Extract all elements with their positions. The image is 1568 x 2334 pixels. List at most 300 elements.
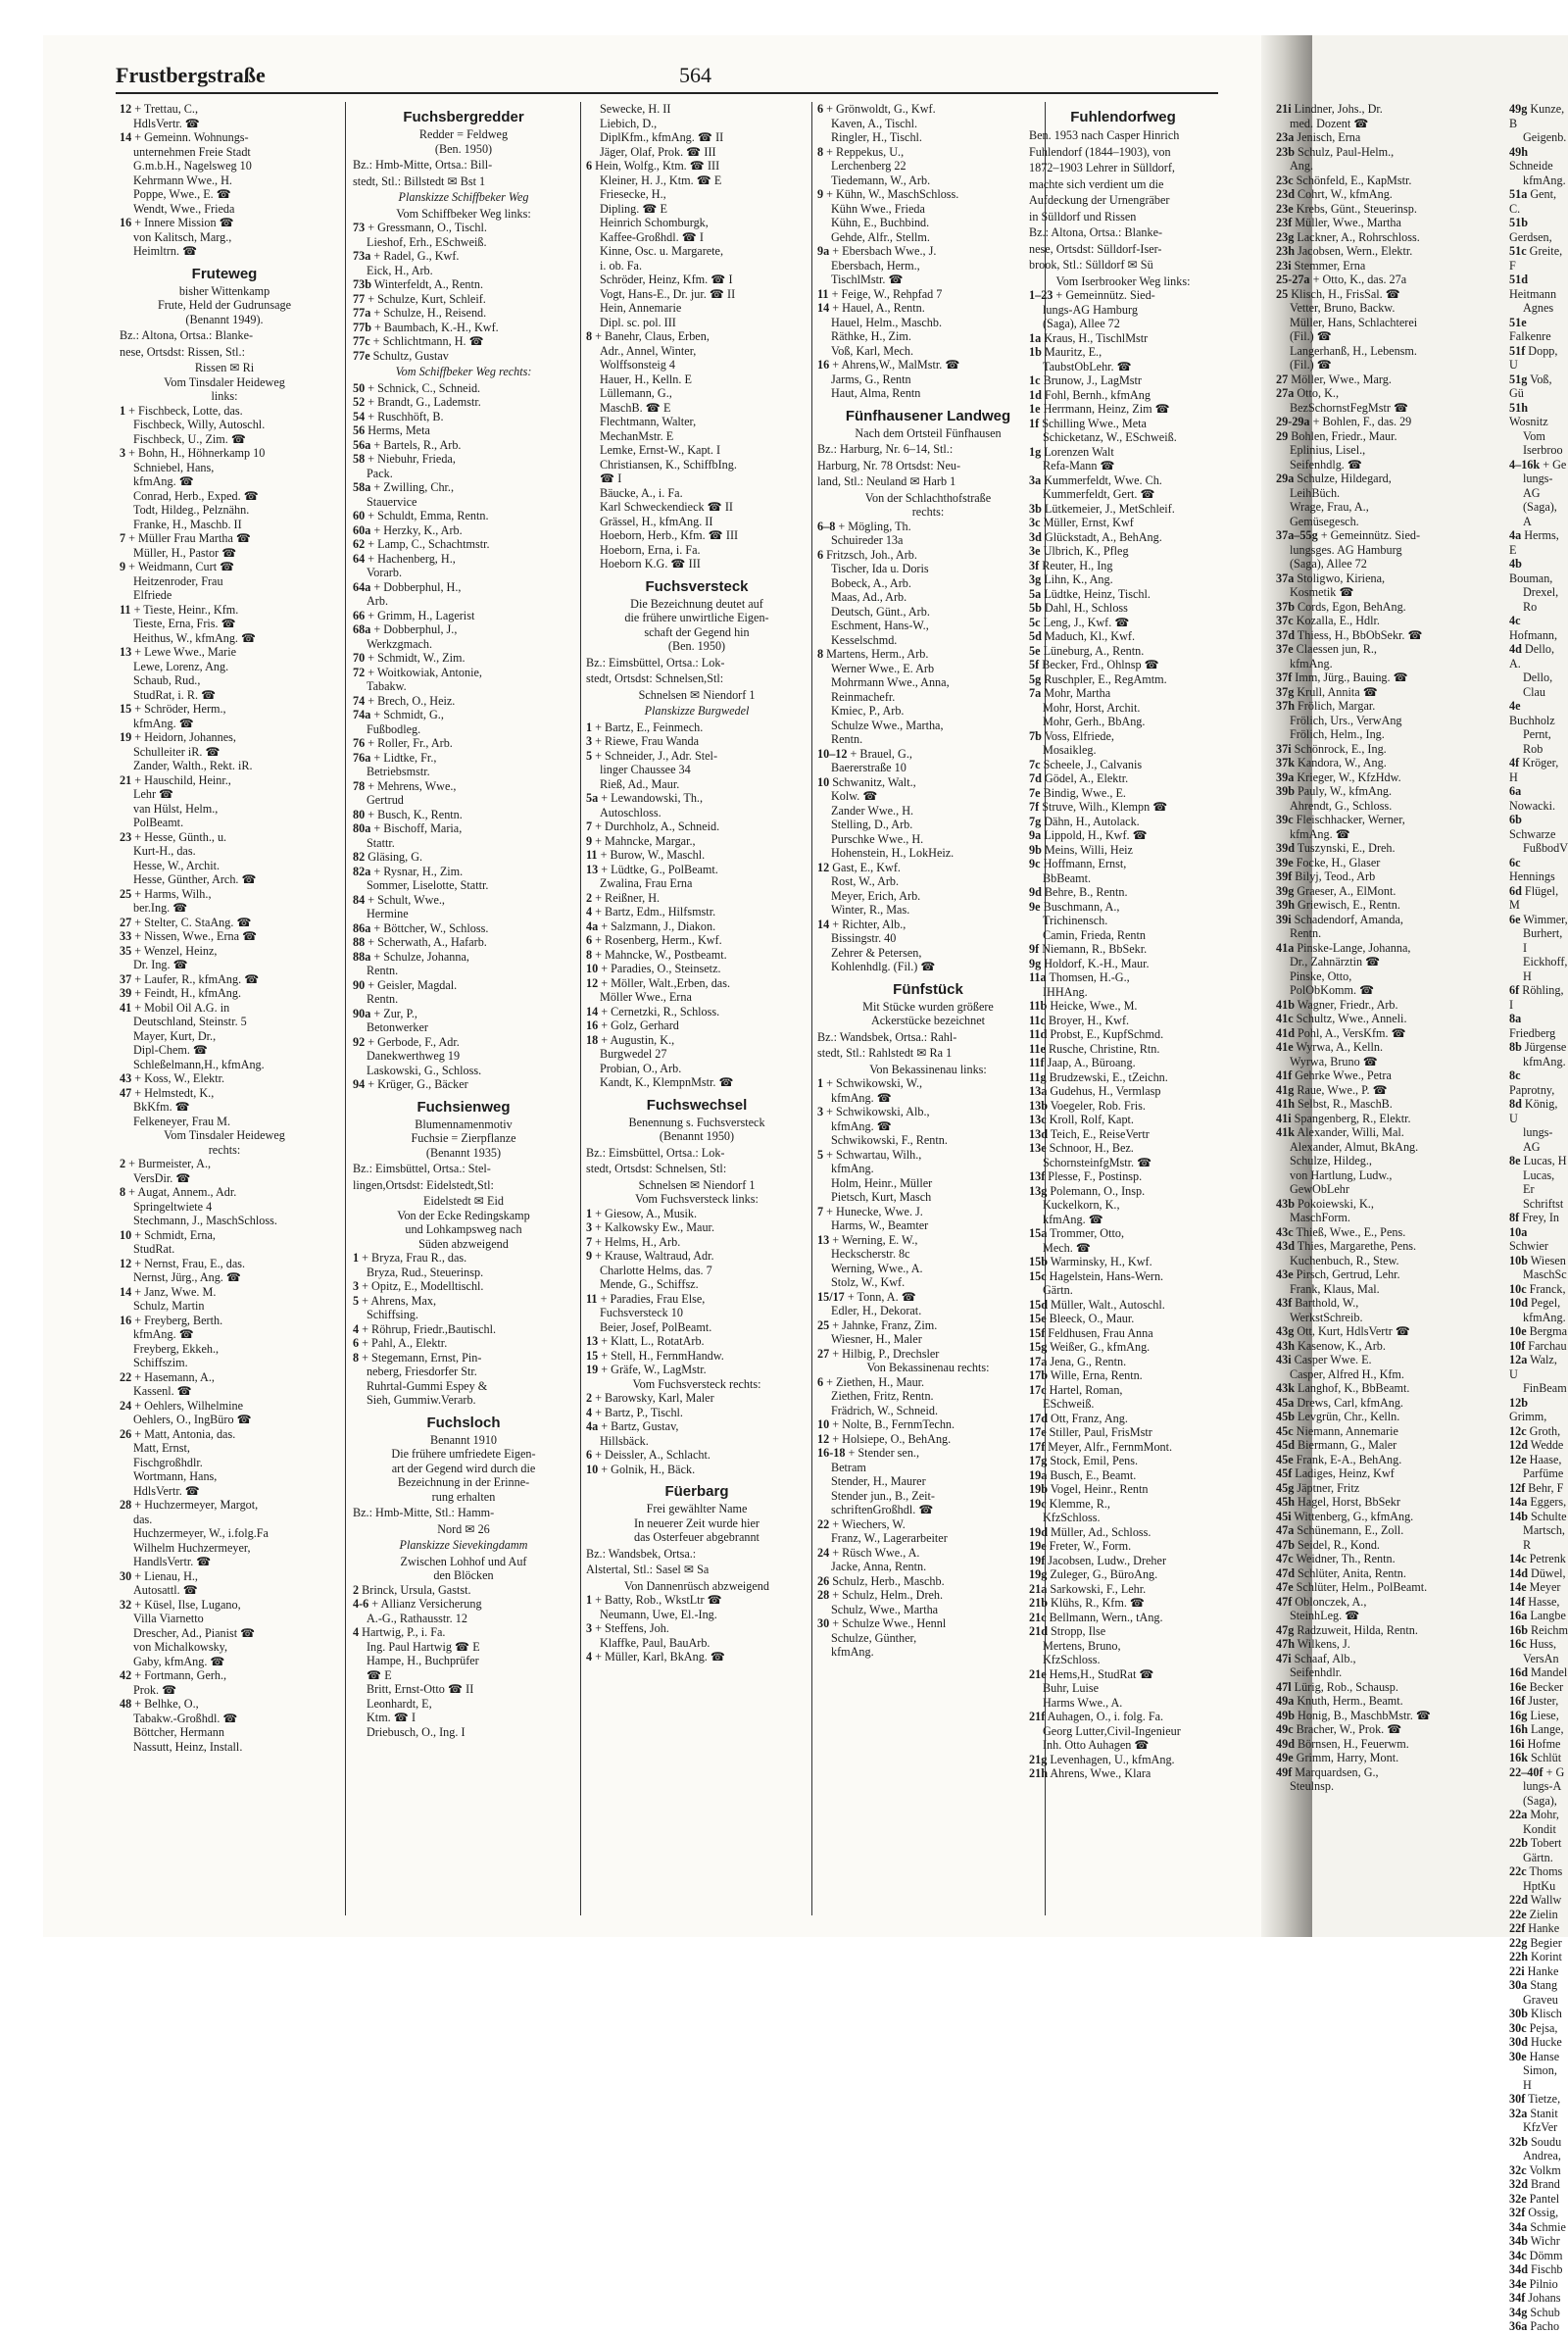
resident-text: + Otto, K., das. 27a xyxy=(1312,273,1407,286)
house-entry xyxy=(1276,941,1507,956)
house-entry xyxy=(1276,415,1507,429)
house-entry xyxy=(1029,1454,1217,1468)
house-entry xyxy=(353,1251,574,1266)
house-number: 60 xyxy=(353,509,366,522)
house-entry xyxy=(1509,1680,1568,1695)
house-entry xyxy=(1509,1836,1568,1851)
house-number: 39g xyxy=(1276,883,1295,898)
house-number: 41c xyxy=(1276,1012,1294,1025)
house-entry xyxy=(1029,417,1217,431)
resident-text: Ott, Kurt, HdlsVertr ☎ xyxy=(1297,1324,1411,1338)
resident-text: + Hauel, A., Rentn. xyxy=(832,301,925,315)
resident-line: linger Chaussee 34 xyxy=(600,763,691,776)
house-entry xyxy=(1509,2277,1568,2292)
resident-line: Zwalina, Frau Erna xyxy=(600,876,693,890)
resident-line: Wyrwa, Bruno ☎ xyxy=(1290,1054,1378,1068)
house-number: 35 xyxy=(120,943,132,958)
house-number: 77 xyxy=(353,291,366,306)
house-entry xyxy=(1029,1269,1217,1284)
resident-line: Heckscherstr. 8c xyxy=(831,1247,910,1261)
house-number: 77e xyxy=(353,348,370,363)
resident-text: + Rosenberg, Herm., Kwf. xyxy=(595,933,722,947)
house-entry xyxy=(1509,2220,1568,2235)
house-number: 22–40f xyxy=(1509,1764,1544,1779)
resident-text: Bracher, W., Prok. ☎ xyxy=(1296,1722,1402,1736)
resident-line: Schiffszim. xyxy=(133,1356,188,1369)
street-description: Blumennamenmotiv xyxy=(415,1117,513,1131)
house-number: 1d xyxy=(1029,387,1042,402)
resident-line: Kühn, E., Buchbind. xyxy=(831,216,930,229)
house-entry xyxy=(1509,856,1568,884)
resident-line: TischlMstr. ☎ xyxy=(831,273,904,286)
resident-line: Springeltwiete 4 xyxy=(133,1199,213,1214)
resident-text: Gödel, A., Elektr. xyxy=(1044,771,1129,785)
house-number: 17d xyxy=(1029,1411,1048,1425)
house-number: 32f xyxy=(1509,2206,1526,2219)
resident-line: kfmAng. ☎ xyxy=(1290,826,1350,841)
house-number: 39f xyxy=(1276,869,1293,883)
resident-text: + Brech, O., Heiz. xyxy=(368,693,456,708)
resident-text: + Harms, Wilh., xyxy=(134,886,212,901)
house-entry xyxy=(353,537,574,552)
house-number: 9a xyxy=(817,244,830,258)
resident-line: Fußbodleg. xyxy=(367,721,421,736)
house-entry xyxy=(586,848,808,863)
resident-line: Edler, H., Dekorat. xyxy=(831,1304,922,1317)
resident-text: Stoligwo, Kiriena, xyxy=(1297,571,1386,585)
resident-line: Conrad, Herb., Exped. ☎ xyxy=(133,488,259,503)
house-number: 47f xyxy=(1276,1594,1293,1609)
resident-text: Lorenzen Walt xyxy=(1044,444,1114,459)
resident-line: Rost, W., Arb. xyxy=(831,874,900,888)
resident-line: Casper, Alfred H., Kfm. xyxy=(1290,1366,1404,1381)
resident-text: Schulz, Paul-Helm., xyxy=(1298,144,1395,159)
resident-text: Langbe xyxy=(1530,1609,1566,1622)
house-entry xyxy=(353,950,574,965)
street-description: Vom Fuchsversteck rechts: xyxy=(632,1376,761,1391)
house-entry xyxy=(1276,1381,1507,1396)
resident-line: Hesse, Günther, Arch. ☎ xyxy=(133,872,257,886)
house-number: 34c xyxy=(1509,2248,1527,2262)
street-description: (Ben. 1950) xyxy=(434,141,493,156)
house-entry xyxy=(1276,913,1507,927)
resident-line: Kosmetik ☎ xyxy=(1290,585,1354,599)
house-number: 6 xyxy=(817,102,824,116)
resident-line: Hillsbäck. xyxy=(600,1433,649,1448)
resident-text: Fischb xyxy=(1531,2262,1563,2276)
resident-line: Freyberg, Ekkeh., xyxy=(133,1341,220,1356)
street-description: die frühere unwirtliche Eigen- xyxy=(624,611,769,624)
house-number: 21d xyxy=(1029,1624,1048,1638)
house-number: 41k xyxy=(1276,1125,1295,1139)
house-number: 14f xyxy=(1509,1594,1526,1609)
house-entry xyxy=(1509,1481,1568,1496)
house-entry xyxy=(1276,1580,1507,1595)
house-entry xyxy=(586,1220,808,1235)
house-number: 5g xyxy=(1029,671,1042,686)
resident-text: Schulz, Herb., Maschb. xyxy=(832,1573,945,1588)
house-entry xyxy=(120,560,329,574)
resident-text: + Radel, G., Kwf. xyxy=(373,249,460,263)
house-number: 7 xyxy=(817,1204,824,1218)
resident-line: Kandt, K., KlempnMstr. ☎ xyxy=(600,1075,734,1089)
resident-line: Nernst, Jürg., Ang. ☎ xyxy=(133,1270,242,1284)
house-number: 77c xyxy=(353,334,370,348)
resident-line: Wortmann, Hans, xyxy=(133,1469,218,1483)
resident-text: + Schmidt, W., Zim. xyxy=(368,651,466,665)
house-entry xyxy=(586,749,808,764)
street-description: Bezeichnung in der Erinne- xyxy=(397,1475,530,1489)
resident-line: Lehr ☎ xyxy=(133,787,174,801)
house-number: 13 xyxy=(817,1232,830,1247)
resident-text: Levenhagen, U., kfmAng. xyxy=(1050,1752,1175,1766)
house-number: 25 xyxy=(120,886,132,901)
house-entry xyxy=(1029,1084,1217,1099)
resident-text: + Stell, H., FernmHandw. xyxy=(601,1348,724,1363)
house-entry xyxy=(353,249,574,264)
resident-line: Elfriede xyxy=(133,588,172,602)
house-entry xyxy=(586,1391,808,1406)
resident-text: Fohl, Bernh., kfmAng xyxy=(1044,387,1151,402)
house-number: 64 xyxy=(353,551,366,566)
resident-text: Grimm, Harry, Mont. xyxy=(1296,1751,1399,1764)
house-number: 15g xyxy=(1029,1340,1048,1354)
resident-text: Bindig, Wwe., E. xyxy=(1043,785,1126,800)
resident-text: Casper Wwe. E. xyxy=(1294,1353,1372,1366)
house-number: 11 xyxy=(586,1291,598,1306)
district-info: Bz.: Altona, Ortsa.: Blanke- xyxy=(1029,225,1163,239)
resident-text: Jürgense xyxy=(1524,1040,1567,1054)
resident-line: Todt, Hildeg., Pelznähn. xyxy=(133,503,250,517)
resident-line: MaschSc xyxy=(1523,1267,1567,1281)
house-entry xyxy=(1509,913,1568,927)
district-info: stedt, Ortsdst: Schnelsen,Stl: xyxy=(586,671,724,685)
resident-line: Frank, Klaus, Mal. xyxy=(1290,1281,1380,1296)
house-number: 7e xyxy=(1029,785,1041,800)
resident-line: lungs-AG xyxy=(1523,1125,1553,1154)
street-description: Schnelsen ✉ Niendorf 1 xyxy=(638,687,756,702)
house-number: 39b xyxy=(1276,784,1295,798)
house-number: 15/17 xyxy=(817,1289,845,1304)
resident-line: Kmiec, P., Arb. xyxy=(831,704,905,718)
house-entry xyxy=(1509,1637,1568,1652)
house-entry xyxy=(120,1697,329,1712)
resident-text: + Gemeinn. Wohnungs- xyxy=(134,130,249,144)
resident-line: VersDir. ☎ xyxy=(133,1170,191,1185)
house-entry xyxy=(817,102,1039,117)
resident-text: Graeser, A., ElMont. xyxy=(1297,883,1396,898)
resident-text: + Brandt, G., Lademstr. xyxy=(368,395,481,409)
resident-line: Mertens, Bruno, xyxy=(1043,1638,1121,1653)
resident-line: Dipl. sc. pol. III xyxy=(600,315,676,329)
house-number: 12e xyxy=(1509,1452,1527,1466)
resident-text: + Salzmann, J., Diakon. xyxy=(601,919,716,933)
resident-text: Müller, Walt., Autoschl. xyxy=(1051,1297,1165,1312)
resident-text: + Pahl, A., Elektr. xyxy=(362,1336,448,1350)
resident-text: Griewisch, E., Rentn. xyxy=(1298,898,1400,912)
resident-text: Meyer, Alfr., FernmMont. xyxy=(1048,1439,1173,1454)
resident-text: Gehrke Wwe., Petra xyxy=(1295,1068,1392,1082)
resident-text: Otto, K., xyxy=(1297,386,1339,400)
resident-text: + Böttcher, W., Schloss. xyxy=(373,920,489,935)
house-entry xyxy=(1509,1396,1568,1424)
resident-text: + Fortmann, Gerh., xyxy=(134,1668,227,1682)
house-number: 22a xyxy=(1509,1808,1528,1821)
resident-line: Hauel, Helm., Maschb. xyxy=(831,315,943,329)
street-description: Rissen ✉ Ri xyxy=(194,361,255,374)
house-number: 70 xyxy=(353,651,366,665)
resident-line: Lerchenberg 22 xyxy=(831,159,906,173)
resident-text: + Lidtke, Fr., xyxy=(373,750,437,765)
header-rule xyxy=(116,92,1218,94)
house-entry xyxy=(1029,1298,1217,1313)
house-entry xyxy=(1276,1012,1507,1026)
district-info: Bz.: Wandsbek, Ortsa.: xyxy=(586,1546,697,1561)
house-number: 32c xyxy=(1509,2162,1527,2177)
street-description: das Osterfeuer abgebrannt xyxy=(634,1530,760,1544)
resident-line: HptKu xyxy=(1523,1878,1556,1893)
resident-line: kfmAng. ☎ xyxy=(831,1118,892,1133)
house-entry xyxy=(1509,813,1568,841)
resident-text: + Stelter, C. StaAng. ☎ xyxy=(134,915,252,929)
house-entry xyxy=(120,1399,329,1414)
house-number: 16i xyxy=(1509,1736,1525,1751)
resident-line: Gärtn. xyxy=(1523,1850,1553,1864)
resident-text: + Holsiepe, O., BehAng. xyxy=(832,1431,952,1446)
house-number: 41g xyxy=(1276,1082,1295,1097)
resident-text: + Paradies, Frau Else, xyxy=(600,1291,706,1306)
resident-line: das. xyxy=(133,1512,153,1526)
resident-text: Krull, Annita ☎ xyxy=(1297,684,1378,699)
house-entry xyxy=(586,891,808,906)
house-entry xyxy=(1509,2306,1568,2320)
resident-line: Mohr, Horst, Archit. xyxy=(1043,700,1141,715)
resident-text: Herms, Meta xyxy=(368,423,430,437)
resident-line: Mosaikleg. xyxy=(1043,743,1097,757)
house-number: 15a xyxy=(1029,1226,1048,1240)
house-number: 12 xyxy=(120,1256,132,1270)
resident-line: Britt, Ernst-Otto ☎ II xyxy=(367,1682,474,1696)
house-number: 13f xyxy=(1029,1169,1046,1183)
house-number: 16e xyxy=(1509,1679,1527,1694)
house-entry xyxy=(1509,2319,1568,2334)
house-entry xyxy=(1509,244,1568,273)
resident-text: + Mehrens, Wwe., xyxy=(368,778,457,793)
resident-text: Pirsch, Gertrud, Lehr. xyxy=(1296,1267,1400,1281)
resident-text: Lüdtke, Heinz, Tischl. xyxy=(1044,586,1151,601)
house-number: 34b xyxy=(1509,2234,1528,2248)
house-number: 10 xyxy=(586,962,599,975)
resident-text: Korint xyxy=(1531,1950,1562,1963)
house-number: 58 xyxy=(353,452,366,466)
resident-text: Lippold, H., Kwf. ☎ xyxy=(1044,828,1148,842)
house-number: 13a xyxy=(1029,1084,1048,1098)
house-number: 14 xyxy=(120,1284,132,1299)
house-number: 32b xyxy=(1509,2134,1528,2149)
resident-line: Karl Schweckendieck ☎ II xyxy=(600,500,733,514)
house-number: 33 xyxy=(120,929,132,943)
resident-line: Klaffke, Paul, BauArb. xyxy=(600,1635,710,1650)
street-description: (Benannt 1949). xyxy=(185,312,264,326)
house-number: 9d xyxy=(1029,885,1042,899)
house-entry xyxy=(1509,2135,1568,2150)
house-number: 22 xyxy=(817,1516,830,1531)
resident-text: Stanit xyxy=(1530,2106,1558,2120)
house-number: 16g xyxy=(1509,1708,1528,1722)
house-number: 47d xyxy=(1276,1565,1295,1580)
house-number: 3 xyxy=(120,446,126,460)
street-description: Von Bekassinenau rechts: xyxy=(866,1361,990,1374)
resident-line: StudRat, i. R. ☎ xyxy=(133,687,217,702)
house-entry xyxy=(353,452,574,467)
resident-line: Kolw. ☎ xyxy=(831,789,878,803)
street-description: Von Dannenrüsch abzweigend xyxy=(623,1578,769,1593)
resident-line: HdlsVertr. ☎ xyxy=(133,116,200,130)
running-head: Frustbergstraße xyxy=(116,63,266,87)
resident-text: + Lewandowski, Th., xyxy=(601,791,704,805)
house-number: 51h xyxy=(1509,400,1528,415)
house-entry xyxy=(353,865,574,879)
resident-line: Poppe, Wwe., E. ☎ xyxy=(133,187,231,201)
house-entry xyxy=(120,916,329,930)
house-number: 68a xyxy=(353,622,371,636)
house-entry xyxy=(1029,1611,1217,1625)
house-number: 4 xyxy=(586,905,593,919)
street-description: schaft der Gegend hin xyxy=(644,624,750,639)
resident-line: Hoeborn K.G. ☎ III xyxy=(600,557,701,571)
house-number: 11d xyxy=(1029,1027,1048,1041)
resident-text: Frölich, Margar. xyxy=(1298,699,1376,713)
resident-text: Zuleger, G., BüroAng. xyxy=(1050,1567,1158,1581)
resident-text: Bellmann, Wern., tAng. xyxy=(1049,1610,1163,1624)
house-number: 16 xyxy=(586,1018,599,1032)
house-number: 12 xyxy=(817,860,830,874)
house-entry xyxy=(586,834,808,849)
house-number: 10c xyxy=(1509,1281,1527,1296)
house-entry xyxy=(1509,2007,1568,2021)
resident-line: Deutsch, Günt., Arb. xyxy=(831,604,930,619)
house-number: 23h xyxy=(1276,244,1295,258)
house-entry xyxy=(1509,1040,1568,1055)
house-entry xyxy=(586,905,808,919)
resident-line: Betriebsmstr. xyxy=(367,765,430,778)
house-entry xyxy=(1276,571,1507,586)
house-number: 14 xyxy=(586,1004,599,1018)
house-number: 51g xyxy=(1509,372,1528,386)
resident-line: von Hartlung, Ludw., xyxy=(1290,1167,1393,1182)
house-number: 41i xyxy=(1276,1111,1292,1125)
directory-column-3 xyxy=(586,102,808,1664)
house-entry xyxy=(1029,957,1217,971)
resident-text: Stropp, Ilse xyxy=(1051,1624,1106,1638)
resident-text: Müller, Wwe., Martha xyxy=(1295,216,1401,229)
resident-text: + Tieste, Heinr., Kfm. xyxy=(133,602,239,617)
house-number: 16-18 xyxy=(817,1446,846,1460)
resident-line: BezSchornstFegMstr ☎ xyxy=(1290,400,1409,415)
resident-text: Oblonczek, A., xyxy=(1295,1594,1367,1609)
house-number: 3 xyxy=(586,1220,593,1234)
resident-line: Bäucke, A., i. Fa. xyxy=(600,485,683,500)
resident-line: Schriftst xyxy=(1523,1196,1564,1211)
house-entry xyxy=(120,1598,329,1613)
house-number: 22h xyxy=(1509,1950,1528,1963)
resident-text: Nowacki. xyxy=(1509,798,1556,813)
house-number: 34a xyxy=(1509,2219,1528,2234)
resident-text: + Cernetzki, R., Schloss. xyxy=(601,1004,720,1018)
house-number: 3d xyxy=(1029,529,1042,544)
resident-text: Schub xyxy=(1530,2305,1560,2319)
street-description: Vom Fuchsversteck links: xyxy=(635,1192,759,1206)
house-number: 19d xyxy=(1029,1524,1048,1539)
district-info: brook, Stl.: Sülldorf ✉ Sü xyxy=(1029,258,1153,272)
resident-line: Müller, H., Pastor ☎ xyxy=(133,545,237,560)
resident-line: Kuckelkorn, K., xyxy=(1043,1198,1120,1212)
house-number: 6 xyxy=(353,1336,360,1350)
house-number: 8f xyxy=(1509,1211,1520,1224)
house-number: 9 xyxy=(586,1249,593,1263)
resident-line: Kohlenhdlg. (Fil.) ☎ xyxy=(831,960,936,973)
resident-line: schriftenGroßhdl. ☎ xyxy=(831,1503,934,1516)
house-number: 8 xyxy=(120,1185,126,1199)
resident-text: Wilkens, J. xyxy=(1297,1637,1350,1651)
resident-text: Kröger, H xyxy=(1509,756,1559,784)
house-entry xyxy=(353,509,574,523)
resident-line: Franz, W., Lagerarbeiter xyxy=(831,1531,948,1545)
resident-text: Bilyj, Teod., Arb xyxy=(1295,869,1376,883)
resident-text: Tobert xyxy=(1530,1836,1562,1850)
resident-text: + Bartz, P., Tischl. xyxy=(595,1405,683,1419)
resident-text: Juster, xyxy=(1528,1694,1559,1708)
resident-line: Nassutt, Heinz, Install. xyxy=(133,1739,243,1754)
house-number: 41 xyxy=(120,1000,132,1015)
resident-line: Tabakw.-Großhdl. ☎ xyxy=(133,1711,238,1725)
house-number: 3b xyxy=(1029,501,1042,516)
resident-line: MaschB. ☎ E xyxy=(600,400,671,415)
house-number: 23a xyxy=(1276,130,1295,144)
house-number: 3 xyxy=(817,1105,824,1118)
house-number: 7d xyxy=(1029,771,1042,785)
resident-line: kfmAng. ☎ xyxy=(133,474,194,488)
house-entry xyxy=(817,187,1039,202)
resident-text: + Opitz, E., Modelltischl. xyxy=(362,1279,484,1293)
house-entry xyxy=(1509,2262,1568,2277)
resident-text: Friedberg xyxy=(1509,1025,1556,1040)
house-number: 47h xyxy=(1276,1637,1295,1651)
house-entry xyxy=(1276,145,1507,160)
house-entry xyxy=(1276,1339,1507,1354)
house-number: 16 xyxy=(120,216,132,229)
house-entry xyxy=(353,438,574,453)
resident-text: Liese, xyxy=(1530,1708,1559,1722)
house-entry xyxy=(1276,287,1507,302)
house-entry xyxy=(353,1625,574,1640)
resident-text: + Woitkowiak, Antonie, xyxy=(368,665,482,679)
house-entry xyxy=(1029,1355,1217,1369)
house-entry xyxy=(1276,1722,1507,1737)
resident-line: Schulze, Hildeg., xyxy=(1290,1154,1372,1167)
resident-line: Hohenstein, H., LokHeiz. xyxy=(831,846,955,860)
house-entry xyxy=(353,651,574,666)
street-description: rung erhalten xyxy=(431,1489,496,1504)
house-entry xyxy=(353,1007,574,1021)
house-entry xyxy=(1276,1466,1507,1481)
house-entry xyxy=(1029,1056,1217,1070)
house-entry xyxy=(817,1105,1039,1119)
house-entry xyxy=(1509,1864,1568,1879)
house-entry xyxy=(1029,1554,1217,1568)
house-entry xyxy=(586,1235,808,1250)
resident-text: Schwarze xyxy=(1509,826,1556,841)
